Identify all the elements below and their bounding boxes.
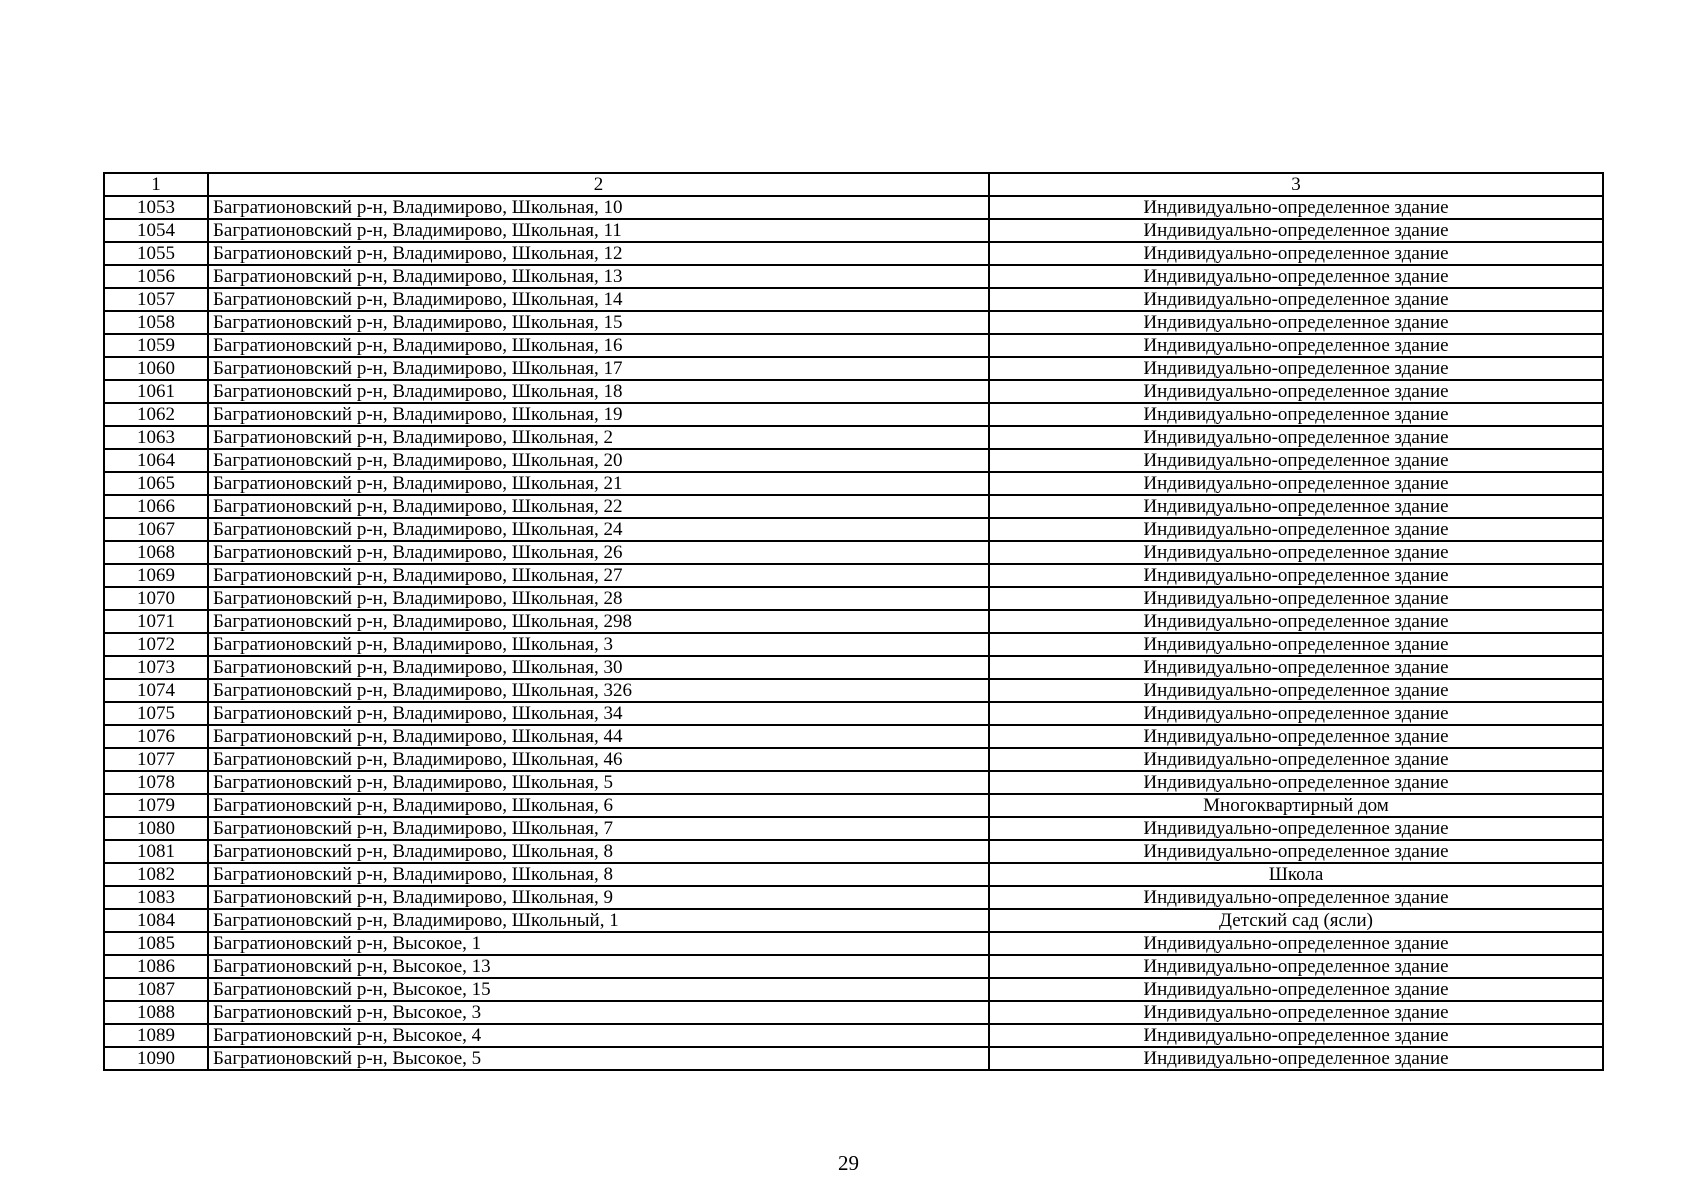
address-cell: Багратионовский р-н, Владимирово, Школьная, 8 (208, 840, 989, 863)
address-cell: Багратионовский р-н, Владимирово, Школьная, 2 (208, 426, 989, 449)
objects-table (103, 172, 1604, 1071)
address-cell: Багратионовский р-н, Владимирово, Школьная, 28 (208, 587, 989, 610)
table-row (104, 495, 1603, 518)
object-type-cell: Детский сад (ясли) (989, 909, 1603, 932)
row-number-cell: 1068 (104, 541, 208, 564)
object-type-cell: Индивидуально-определенное здание (989, 311, 1603, 334)
row-number-cell: 1067 (104, 518, 208, 541)
header-cell-2: 2 (208, 173, 989, 196)
address-cell: Багратионовский р-н, Владимирово, Школьная, 15 (208, 311, 989, 334)
address-cell: Багратионовский р-н, Высокое, 1 (208, 932, 989, 955)
address-cell: Багратионовский р-н, Высокое, 5 (208, 1047, 989, 1070)
object-type-cell: Индивидуально-определенное здание (989, 932, 1603, 955)
row-number-cell: 1056 (104, 265, 208, 288)
row-number-cell: 1061 (104, 380, 208, 403)
row-number-cell: 1073 (104, 656, 208, 679)
address-cell: Багратионовский р-н, Владимирово, Школьная, 11 (208, 219, 989, 242)
object-type-cell: Индивидуально-определенное здание (989, 817, 1603, 840)
table-row (104, 978, 1603, 1001)
table-row (104, 679, 1603, 702)
table-row (104, 196, 1603, 219)
table-row (104, 748, 1603, 771)
header-cell-3: 3 (989, 173, 1603, 196)
table-row (104, 357, 1603, 380)
table-row (104, 932, 1603, 955)
object-type-cell: Индивидуально-определенное здание (989, 426, 1603, 449)
object-type-cell: Индивидуально-определенное здание (989, 886, 1603, 909)
table-row (104, 1001, 1603, 1024)
row-number-cell: 1057 (104, 288, 208, 311)
table-row (104, 656, 1603, 679)
row-number-cell: 1071 (104, 610, 208, 633)
table-row (104, 380, 1603, 403)
table-row (104, 219, 1603, 242)
table-row (104, 242, 1603, 265)
row-number-cell: 1053 (104, 196, 208, 219)
row-number-cell: 1062 (104, 403, 208, 426)
object-type-cell: Индивидуально-определенное здание (989, 564, 1603, 587)
table-row (104, 955, 1603, 978)
object-type-cell: Индивидуально-определенное здание (989, 403, 1603, 426)
object-type-cell: Индивидуально-определенное здание (989, 541, 1603, 564)
object-type-cell: Индивидуально-определенное здание (989, 495, 1603, 518)
table-row (104, 610, 1603, 633)
address-cell: Багратионовский р-н, Владимирово, Школьная, 16 (208, 334, 989, 357)
table-row (104, 472, 1603, 495)
address-cell: Багратионовский р-н, Владимирово, Школьная, 12 (208, 242, 989, 265)
object-type-cell: Индивидуально-определенное здание (989, 656, 1603, 679)
address-cell: Багратионовский р-н, Владимирово, Школьный, 1 (208, 909, 989, 932)
object-type-cell: Индивидуально-определенное здание (989, 265, 1603, 288)
object-type-cell: Индивидуально-определенное здание (989, 518, 1603, 541)
table-row (104, 863, 1603, 886)
address-cell: Багратионовский р-н, Владимирово, Школьная, 27 (208, 564, 989, 587)
object-type-cell: Индивидуально-определенное здание (989, 1047, 1603, 1070)
table-row (104, 771, 1603, 794)
object-type-cell: Индивидуально-определенное здание (989, 610, 1603, 633)
object-type-cell: Индивидуально-определенное здание (989, 771, 1603, 794)
row-number-cell: 1074 (104, 679, 208, 702)
object-type-cell: Многоквартирный дом (989, 794, 1603, 817)
row-number-cell: 1088 (104, 1001, 208, 1024)
table-row (104, 886, 1603, 909)
address-cell: Багратионовский р-н, Высокое, 15 (208, 978, 989, 1001)
address-cell: Багратионовский р-н, Владимирово, Школьная, 5 (208, 771, 989, 794)
row-number-cell: 1078 (104, 771, 208, 794)
address-cell: Багратионовский р-н, Владимирово, Школьная, 34 (208, 702, 989, 725)
table-header-row (104, 173, 1603, 196)
address-cell: Багратионовский р-н, Владимирово, Школьная, 30 (208, 656, 989, 679)
object-type-cell: Индивидуально-определенное здание (989, 679, 1603, 702)
address-cell: Багратионовский р-н, Владимирово, Школьная, 7 (208, 817, 989, 840)
table-row (104, 794, 1603, 817)
row-number-cell: 1090 (104, 1047, 208, 1070)
table-row (104, 909, 1603, 932)
table-row (104, 265, 1603, 288)
address-cell: Багратионовский р-н, Владимирово, Школьная, 19 (208, 403, 989, 426)
header-cell-1: 1 (104, 173, 208, 196)
row-number-cell: 1077 (104, 748, 208, 771)
address-cell: Багратионовский р-н, Владимирово, Школьная, 17 (208, 357, 989, 380)
object-type-cell: Индивидуально-определенное здание (989, 1001, 1603, 1024)
table-row (104, 817, 1603, 840)
object-type-cell: Индивидуально-определенное здание (989, 1024, 1603, 1047)
table-row (104, 334, 1603, 357)
object-type-cell: Индивидуально-определенное здание (989, 840, 1603, 863)
object-type-cell: Индивидуально-определенное здание (989, 288, 1603, 311)
object-type-cell: Индивидуально-определенное здание (989, 702, 1603, 725)
address-cell: Багратионовский р-н, Владимирово, Школьная, 21 (208, 472, 989, 495)
address-cell: Багратионовский р-н, Владимирово, Школьная, 8 (208, 863, 989, 886)
row-number-cell: 1069 (104, 564, 208, 587)
object-type-cell: Индивидуально-определенное здание (989, 472, 1603, 495)
object-type-cell: Индивидуально-определенное здание (989, 955, 1603, 978)
address-cell: Багратионовский р-н, Высокое, 13 (208, 955, 989, 978)
object-type-cell: Школа (989, 863, 1603, 886)
table-row (104, 840, 1603, 863)
address-cell: Багратионовский р-н, Владимирово, Школьная, 46 (208, 748, 989, 771)
object-type-cell: Индивидуально-определенное здание (989, 725, 1603, 748)
table-row (104, 426, 1603, 449)
row-number-cell: 1081 (104, 840, 208, 863)
address-cell: Багратионовский р-н, Владимирово, Школьная, 44 (208, 725, 989, 748)
table-row (104, 564, 1603, 587)
table-row (104, 541, 1603, 564)
table-row (104, 633, 1603, 656)
table-row (104, 1047, 1603, 1070)
table-row (104, 518, 1603, 541)
object-type-cell: Индивидуально-определенное здание (989, 380, 1603, 403)
address-cell: Багратионовский р-н, Владимирово, Школьная, 9 (208, 886, 989, 909)
row-number-cell: 1055 (104, 242, 208, 265)
row-number-cell: 1054 (104, 219, 208, 242)
address-cell: Багратионовский р-н, Владимирово, Школьная, 10 (208, 196, 989, 219)
object-type-cell: Индивидуально-определенное здание (989, 242, 1603, 265)
row-number-cell: 1080 (104, 817, 208, 840)
object-type-cell: Индивидуально-определенное здание (989, 196, 1603, 219)
table-body (104, 173, 1603, 1070)
row-number-cell: 1076 (104, 725, 208, 748)
row-number-cell: 1066 (104, 495, 208, 518)
object-type-cell: Индивидуально-определенное здание (989, 633, 1603, 656)
row-number-cell: 1075 (104, 702, 208, 725)
address-cell: Багратионовский р-н, Владимирово, Школьная, 20 (208, 449, 989, 472)
object-type-cell: Индивидуально-определенное здание (989, 334, 1603, 357)
table-row (104, 449, 1603, 472)
row-number-cell: 1072 (104, 633, 208, 656)
address-cell: Багратионовский р-н, Владимирово, Школьная, 14 (208, 288, 989, 311)
address-cell: Багратионовский р-н, Высокое, 4 (208, 1024, 989, 1047)
address-cell: Багратионовский р-н, Владимирово, Школьная, 13 (208, 265, 989, 288)
address-cell: Багратионовский р-н, Владимирово, Школьная, 6 (208, 794, 989, 817)
row-number-cell: 1087 (104, 978, 208, 1001)
row-number-cell: 1058 (104, 311, 208, 334)
object-type-cell: Индивидуально-определенное здание (989, 978, 1603, 1001)
row-number-cell: 1082 (104, 863, 208, 886)
row-number-cell: 1079 (104, 794, 208, 817)
object-type-cell: Индивидуально-определенное здание (989, 219, 1603, 242)
address-cell: Багратионовский р-н, Владимирово, Школьная, 326 (208, 679, 989, 702)
row-number-cell: 1086 (104, 955, 208, 978)
row-number-cell: 1064 (104, 449, 208, 472)
row-number-cell: 1070 (104, 587, 208, 610)
object-type-cell: Индивидуально-определенное здание (989, 748, 1603, 771)
address-cell: Багратионовский р-н, Владимирово, Школьная, 22 (208, 495, 989, 518)
address-cell: Багратионовский р-н, Владимирово, Школьная, 18 (208, 380, 989, 403)
table-row (104, 311, 1603, 334)
object-type-cell: Индивидуально-определенное здание (989, 587, 1603, 610)
page-number: 29 (838, 1151, 859, 1175)
row-number-cell: 1060 (104, 357, 208, 380)
table-row (104, 288, 1603, 311)
row-number-cell: 1063 (104, 426, 208, 449)
object-type-cell: Индивидуально-определенное здание (989, 449, 1603, 472)
object-type-cell: Индивидуально-определенное здание (989, 357, 1603, 380)
row-number-cell: 1059 (104, 334, 208, 357)
row-number-cell: 1065 (104, 472, 208, 495)
address-cell: Багратионовский р-н, Владимирово, Школьная, 24 (208, 518, 989, 541)
row-number-cell: 1083 (104, 886, 208, 909)
address-cell: Багратионовский р-н, Владимирово, Школьная, 3 (208, 633, 989, 656)
table-row (104, 702, 1603, 725)
address-cell: Багратионовский р-н, Высокое, 3 (208, 1001, 989, 1024)
address-cell: Багратионовский р-н, Владимирово, Школьная, 26 (208, 541, 989, 564)
table-row (104, 403, 1603, 426)
row-number-cell: 1089 (104, 1024, 208, 1047)
row-number-cell: 1085 (104, 932, 208, 955)
table-row (104, 1024, 1603, 1047)
row-number-cell: 1084 (104, 909, 208, 932)
table-row (104, 587, 1603, 610)
table-row (104, 725, 1603, 748)
address-cell: Багратионовский р-н, Владимирово, Школьная, 298 (208, 610, 989, 633)
